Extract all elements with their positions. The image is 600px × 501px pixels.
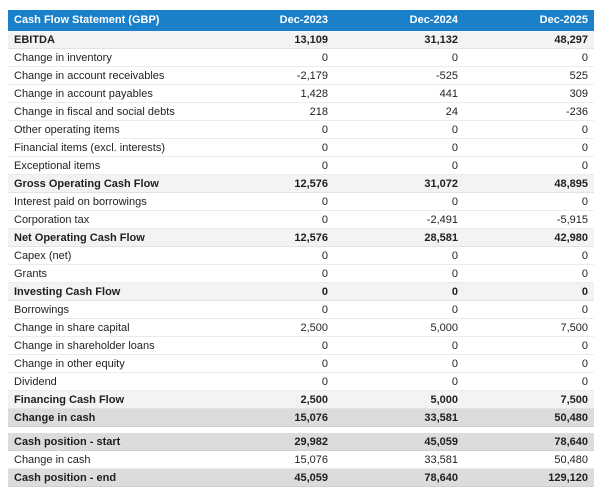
table-row [8, 193, 594, 211]
row-value-dec-2025: 129,120 [548, 471, 588, 484]
column-header-dec-2024: Dec-2024 [409, 14, 458, 26]
row-value-dec-2023: 15,076 [294, 453, 328, 466]
table-row [8, 229, 594, 247]
row-value-dec-2024: 31,132 [424, 33, 458, 46]
row-value-dec-2024: 0 [451, 141, 458, 154]
row-label: Cash position - end [14, 471, 117, 484]
row-value-dec-2025: 7,500 [560, 393, 588, 406]
row-value-dec-2023: 0 [321, 339, 328, 352]
table-row [8, 139, 594, 157]
table-row [8, 211, 594, 229]
row-value-dec-2025: 0 [581, 357, 588, 370]
row-value-dec-2023: 2,500 [300, 393, 328, 406]
table-row [8, 391, 594, 409]
row-value-dec-2025: 0 [581, 249, 588, 262]
row-value-dec-2024: 0 [451, 51, 458, 64]
row-value-dec-2025: 309 [569, 87, 588, 100]
table-row [8, 85, 594, 103]
row-value-dec-2023: 218 [309, 105, 328, 118]
row-label: EBITDA [14, 33, 55, 46]
row-label: Corporation tax [14, 213, 90, 226]
table-row [8, 67, 594, 85]
table-row [8, 175, 594, 193]
row-value-dec-2025: 0 [581, 339, 588, 352]
row-label: Change in shareholder loans [14, 339, 155, 352]
row-value-dec-2023: 0 [321, 123, 328, 136]
cash-flow-statement-table [8, 10, 594, 487]
row-value-dec-2024: 0 [451, 285, 458, 298]
row-value-dec-2025: 0 [581, 123, 588, 136]
row-value-dec-2025: 0 [581, 303, 588, 316]
row-value-dec-2023: 0 [321, 213, 328, 226]
table-row [8, 433, 594, 451]
table-row [8, 121, 594, 139]
row-value-dec-2023: 1,428 [300, 87, 328, 100]
table-header-row [8, 10, 594, 31]
row-value-dec-2023: -2,179 [296, 69, 328, 82]
row-value-dec-2024: 0 [451, 249, 458, 262]
row-value-dec-2025: 0 [581, 375, 588, 388]
row-value-dec-2023: 0 [321, 285, 328, 298]
table-row [8, 49, 594, 67]
row-label: Borrowings [14, 303, 70, 316]
table-row [8, 451, 594, 469]
row-value-dec-2025: -5,915 [556, 213, 588, 226]
row-value-dec-2024: 24 [445, 105, 458, 118]
row-value-dec-2024: 0 [451, 357, 458, 370]
table-row [8, 283, 594, 301]
row-value-dec-2024: 0 [451, 267, 458, 280]
table-row [8, 409, 594, 427]
row-label: Change in fiscal and social debts [14, 105, 175, 118]
row-value-dec-2025: 42,980 [554, 231, 588, 244]
table-row [8, 469, 594, 487]
row-value-dec-2024: 78,640 [424, 471, 458, 484]
row-label: Change in account payables [14, 87, 153, 100]
row-value-dec-2023: 0 [321, 249, 328, 262]
row-value-dec-2025: 0 [581, 159, 588, 172]
row-label: Other operating items [14, 123, 120, 136]
row-value-dec-2023: 0 [321, 141, 328, 154]
row-label: Dividend [14, 375, 57, 388]
row-value-dec-2025: 0 [581, 285, 588, 298]
table-row [8, 301, 594, 319]
row-value-dec-2025: 0 [581, 195, 588, 208]
row-value-dec-2025: 0 [581, 51, 588, 64]
table-body [8, 31, 594, 487]
row-value-dec-2024: 0 [451, 123, 458, 136]
table-row [8, 103, 594, 121]
row-value-dec-2024: 45,059 [424, 435, 458, 448]
table-title: Cash Flow Statement (GBP) [14, 14, 160, 26]
row-label: Investing Cash Flow [14, 285, 121, 298]
row-value-dec-2025: 48,297 [554, 33, 588, 46]
row-value-dec-2024: 0 [451, 303, 458, 316]
table-row [8, 265, 594, 283]
row-value-dec-2025: -236 [565, 105, 588, 118]
row-value-dec-2023: 45,059 [294, 471, 328, 484]
row-value-dec-2023: 0 [321, 267, 328, 280]
row-value-dec-2023: 12,576 [294, 177, 328, 190]
row-value-dec-2023: 29,982 [294, 435, 328, 448]
row-value-dec-2025: 78,640 [554, 435, 588, 448]
row-label: Cash position - start [14, 435, 121, 448]
row-value-dec-2023: 0 [321, 159, 328, 172]
row-value-dec-2025: 7,500 [560, 321, 588, 334]
column-header-dec-2025: Dec-2025 [539, 14, 588, 26]
row-value-dec-2023: 13,109 [294, 33, 328, 46]
row-value-dec-2024: 0 [451, 339, 458, 352]
row-value-dec-2024: 31,072 [424, 177, 458, 190]
row-value-dec-2024: 28,581 [424, 231, 458, 244]
row-value-dec-2023: 0 [321, 303, 328, 316]
table-row [8, 355, 594, 373]
row-value-dec-2025: 525 [569, 69, 588, 82]
row-label: Exceptional items [14, 159, 101, 172]
table-row [8, 337, 594, 355]
row-label: Change in cash [14, 453, 91, 466]
row-value-dec-2023: 12,576 [294, 231, 328, 244]
row-label: Change in cash [14, 411, 96, 424]
table-row [8, 157, 594, 175]
row-value-dec-2024: 441 [439, 87, 458, 100]
row-label: Change in inventory [14, 51, 112, 64]
row-value-dec-2023: 2,500 [300, 321, 328, 334]
row-value-dec-2025: 0 [581, 267, 588, 280]
row-value-dec-2024: -2,491 [426, 213, 458, 226]
row-value-dec-2024: -525 [435, 69, 458, 82]
table-row [8, 319, 594, 337]
table-row [8, 247, 594, 265]
row-label: Change in share capital [14, 321, 130, 334]
row-value-dec-2024: 33,581 [424, 411, 458, 424]
row-label: Net Operating Cash Flow [14, 231, 145, 244]
row-label: Interest paid on borrowings [14, 195, 147, 208]
row-value-dec-2024: 5,000 [430, 321, 458, 334]
row-label: Financing Cash Flow [14, 393, 125, 406]
row-value-dec-2023: 0 [321, 375, 328, 388]
row-label: Change in account receivables [14, 69, 165, 82]
row-value-dec-2024: 33,581 [424, 453, 458, 466]
column-header-dec-2023: Dec-2023 [279, 14, 328, 26]
row-value-dec-2023: 0 [321, 195, 328, 208]
row-value-dec-2025: 0 [581, 141, 588, 154]
table-row [8, 31, 594, 49]
row-value-dec-2023: 0 [321, 51, 328, 64]
row-value-dec-2024: 5,000 [430, 393, 458, 406]
row-label: Grants [14, 267, 48, 280]
row-value-dec-2025: 48,895 [554, 177, 588, 190]
row-label: Gross Operating Cash Flow [14, 177, 159, 190]
row-value-dec-2024: 0 [451, 195, 458, 208]
row-value-dec-2025: 50,480 [554, 453, 588, 466]
row-value-dec-2023: 0 [321, 357, 328, 370]
row-label: Capex (net) [14, 249, 72, 262]
row-label: Financial items (excl. interests) [14, 141, 165, 154]
row-value-dec-2024: 0 [451, 375, 458, 388]
row-value-dec-2024: 0 [451, 159, 458, 172]
row-value-dec-2025: 50,480 [554, 411, 588, 424]
row-label: Change in other equity [14, 357, 125, 370]
row-value-dec-2023: 15,076 [294, 411, 328, 424]
table-row [8, 373, 594, 391]
